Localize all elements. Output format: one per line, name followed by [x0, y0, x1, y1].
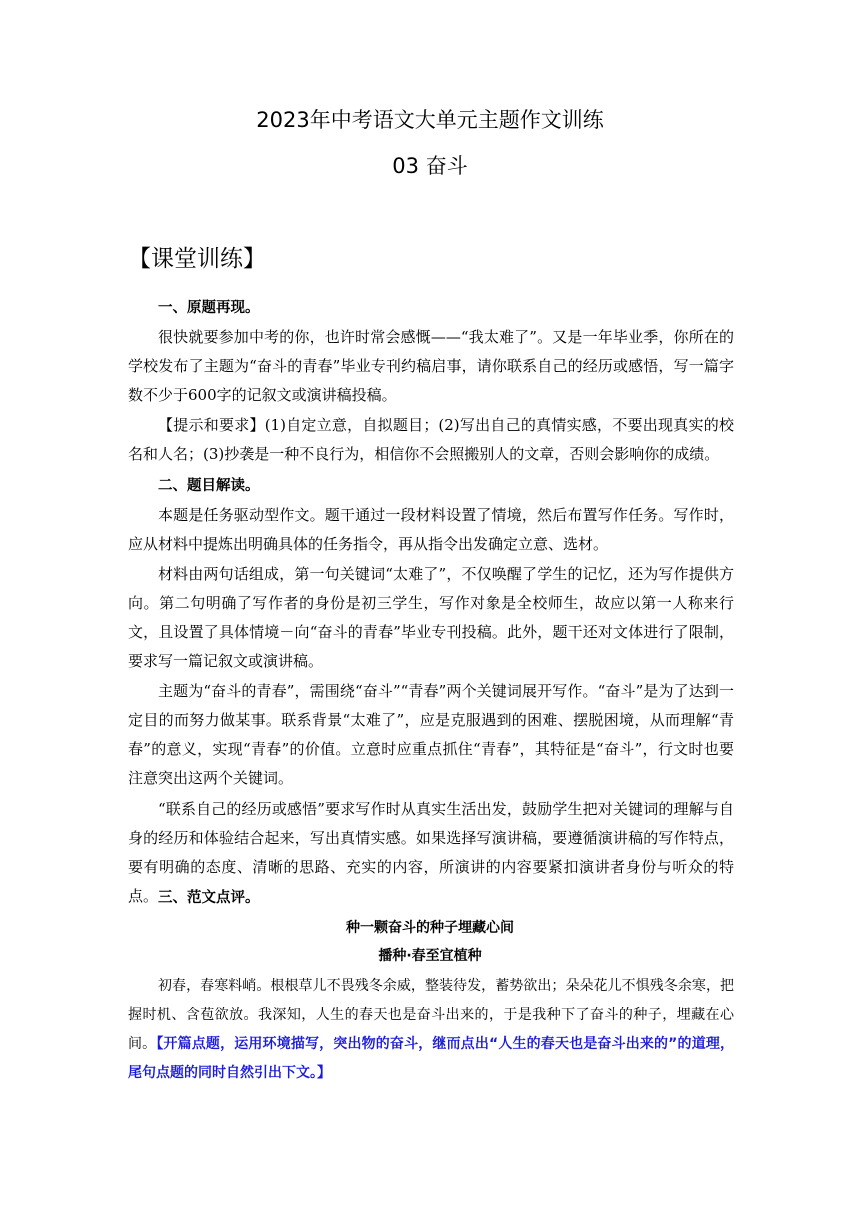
document-title: 2023年中考语文大单元主题作文训练: [256, 108, 604, 132]
part1-heading: 一、原题再现。: [158, 300, 260, 316]
part3-heading: 三、范文点评。: [158, 890, 260, 906]
document-subtitle: 03 奋斗: [392, 154, 468, 178]
section-tag: 【课堂训练】: [128, 246, 266, 272]
part1-requirements: 【提示和要求】(1)自定立意，自拟题目；(2)写出自己的真情实感，不要出现真实的校名和人名；(3)抄袭是一种不良行为，相信你不会照搬别人的文章，否则会影响你的成绩。: [128, 416, 734, 463]
part2-paragraph: 材料由两句话组成，第一句关键词“太难了”，不仅唤醒了学生的记忆，还为写作提供方向。第二句明确了写作者的身份是初三学生，写作对象是全校师生，故应以第一人称来行文，且设置了具体情境－向“奋斗的青春”毕业专刊投稿。此外，题干还对文体进行了限制，要求写一篇记叙文或演讲稿。: [128, 565, 734, 670]
part2-paragraph: 主题为“奋斗的青春”，需围绕“奋斗”“青春”两个关键词展开写作。“奋斗”是为了达到一定目的而努力做某事。联系背景“太难了”，应是克服遇到的困难、摆脱困境，从而理解“青春”的意义，实现“青春”的价值。立意时应重点抓住“青春”，其特征是“奋斗”，行文时也要注意突出这两个关键词。: [128, 682, 734, 787]
part2-paragraph: “联系自己的经历或感悟”要求写作时从真实生活出发，鼓励学生把对关键词的理解与自身的经历和体验结合起来，写出真情实感。如果选择写演讲稿，要遵循演讲稿的写作特点，要有明确的态度、清晰的思路、充实的内容，所演讲的内容要紧扣演讲者身份与听众的特点。: [128, 800, 734, 905]
essay-comment: 【开篇点题，运用环境描写，突出物的奋斗，继而点出“人生的春天也是奋斗出来的”的道理，尾句点题的同时自然引出下文。】: [128, 1036, 734, 1081]
part2-paragraph: 本题是任务驱动型作文。题干通过一段材料设置了情境，然后布置写作任务。写作时，应从材料中提炼出明确具体的任务指令，再从指令出发确定立意、选材。: [128, 506, 734, 553]
essay-paragraph: [128, 972, 734, 1088]
part2-heading: 二、题目解读。: [158, 478, 260, 494]
essay-title: 种一颗奋斗的种子埋藏心间: [346, 920, 514, 936]
part1-prompt: 很快就要参加中考的你，也许时常会感慨——“我太难了”。又是一年毕业季，你所在的学校发布了主题为“奋斗的青春”毕业专刊约稿启事，请你联系自己的经历或感悟，写一篇字数不少于600字的记叙文或演讲稿投稿。: [128, 328, 734, 404]
essay-text: 初春，春寒料峭。根根草儿不畏残冬余威，整装待发，蓄势欲出；朵朵花儿不惧残冬余寒，把握时机、含苞欲放。我深知，人生的春天也是奋斗出来的，于是我种下了奋斗的种子，埋藏在心间。: [128, 978, 734, 1052]
essay-subtitle: 播种·春至宜植种: [378, 948, 482, 964]
